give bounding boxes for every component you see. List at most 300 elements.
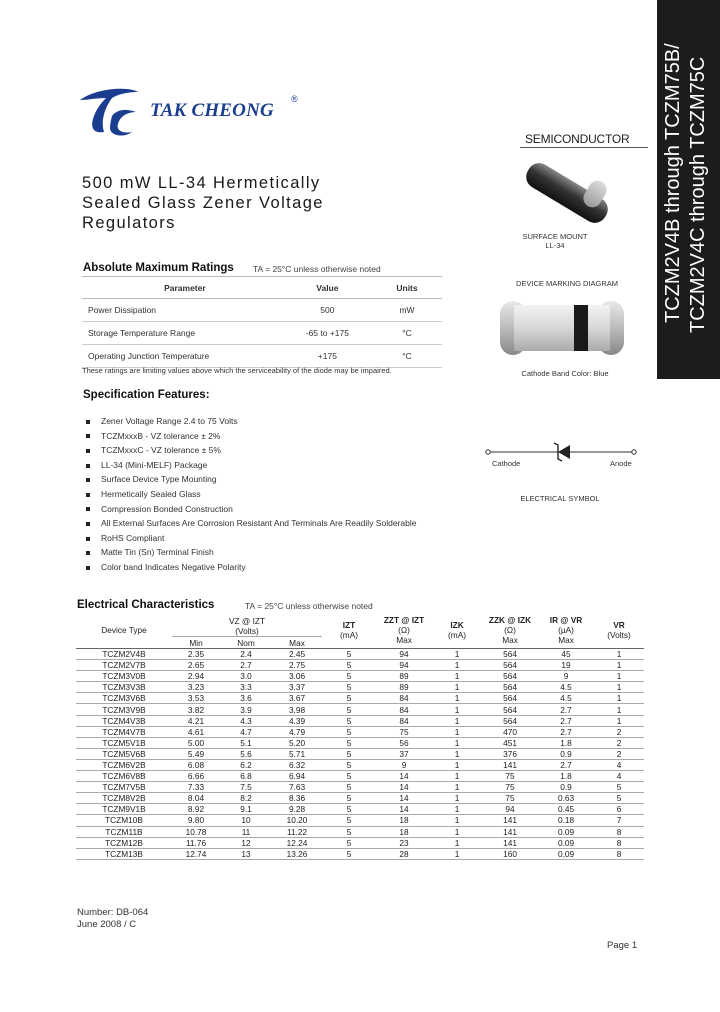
table-cell: 19 [538, 660, 594, 671]
table-cell: 5 [322, 804, 376, 815]
column-header-izt [322, 612, 376, 649]
table-cell: 37 [376, 748, 432, 759]
marking-diagram-image [498, 297, 626, 359]
table-cell: 451 [482, 737, 538, 748]
table-cell: 1.8 [538, 737, 594, 748]
table-cell: 6.08 [172, 759, 220, 770]
device-type-cell: TCZM12B [76, 837, 172, 848]
table-cell: 564 [482, 704, 538, 715]
table-cell: 6.2 [220, 759, 272, 770]
table-cell: 84 [376, 693, 432, 704]
table-cell: 10.20 [272, 815, 322, 826]
zzt-max: Max [396, 635, 412, 645]
electrical-symbol-caption: ELECTRICAL SYMBOL [520, 494, 600, 503]
table-cell: 0.9 [538, 782, 594, 793]
table-cell: 564 [482, 682, 538, 693]
table-cell: 9.28 [272, 804, 322, 815]
table-cell: 5.49 [172, 748, 220, 759]
table-cell: 3.53 [172, 693, 220, 704]
feature-text: TCZMxxxB - VZ tolerance ± 2% [101, 430, 221, 441]
document-number: Number: DB-064 [77, 907, 149, 918]
table-cell: 8.2 [220, 793, 272, 804]
table-cell: 2.7 [538, 704, 594, 715]
table-cell: 84 [376, 704, 432, 715]
zzk-max: Max [502, 635, 518, 645]
table-cell: 28 [376, 848, 432, 859]
table-row [82, 299, 442, 322]
registered-mark: ® [291, 94, 298, 104]
table-cell: 1 [594, 704, 644, 715]
table-cell: 1 [432, 715, 482, 726]
bullet-icon [86, 434, 90, 438]
feature-text: LL-34 (Mini-MELF) Package [101, 459, 208, 470]
table-cell: 3.98 [272, 704, 322, 715]
feature-item [86, 429, 416, 444]
table-cell: 3.67 [272, 693, 322, 704]
table-cell: 5 [322, 737, 376, 748]
page-number: Page 1 [607, 940, 638, 951]
table-cell: 13 [220, 848, 272, 859]
table-cell: 1 [432, 737, 482, 748]
column-header-device: Device Type [76, 612, 172, 649]
table-cell: 3.9 [220, 704, 272, 715]
abs-max-heading: Absolute Maximum Ratings [83, 262, 234, 274]
table-cell: 2.4 [220, 649, 272, 660]
table-cell: 8 [594, 848, 644, 859]
table-cell: 9.80 [172, 815, 220, 826]
table-cell: 5 [322, 793, 376, 804]
table-cell: 8 [594, 826, 644, 837]
header-rule [520, 147, 648, 148]
cathode-label: Cathode [492, 459, 521, 468]
table-cell: 3.6 [220, 693, 272, 704]
table-cell: 18 [376, 826, 432, 837]
table-cell: 1 [432, 782, 482, 793]
column-header-max: Max [272, 637, 322, 649]
table-cell: 3.0 [220, 671, 272, 682]
device-type-cell: TCZM5V1B [76, 737, 172, 748]
device-type-cell: TCZM2V7B [76, 660, 172, 671]
vz-unit: (Volts) [235, 626, 259, 636]
feature-text: Zener Voltage Range 2.4 to 75 Volts [101, 416, 238, 426]
table-cell: mW [372, 299, 442, 322]
zener-symbol-icon [482, 430, 640, 480]
table-cell: 1 [432, 748, 482, 759]
table-cell: 10 [220, 815, 272, 826]
table-row [82, 322, 442, 345]
feature-text: RoHS Compliant [101, 532, 165, 543]
column-header: Units [372, 277, 442, 299]
table-cell: 1 [432, 815, 482, 826]
table-cell: 6.66 [172, 771, 220, 782]
table-row [76, 848, 644, 859]
table-cell: 5.00 [172, 737, 220, 748]
table-cell: 56 [376, 737, 432, 748]
table-cell: 1 [432, 771, 482, 782]
table-cell: 564 [482, 660, 538, 671]
table-row [76, 837, 644, 848]
table-cell: 8.92 [172, 804, 220, 815]
table-cell: 1 [594, 682, 644, 693]
table-cell: 4.5 [538, 682, 594, 693]
zzk-label: ZZK @ IZK [488, 615, 532, 625]
feature-text: Hermetically Sealed Glass [101, 488, 201, 499]
cathode-band-caption: Cathode Band Color: Blue [521, 369, 609, 378]
izt-unit: (mA) [340, 630, 359, 640]
table-row [76, 682, 644, 693]
table-cell: 18 [376, 815, 432, 826]
izk-unit: (mA) [448, 630, 467, 640]
table-cell: 1 [594, 649, 644, 660]
feature-item [86, 443, 416, 458]
table-cell: 5 [322, 815, 376, 826]
table-cell: 8.36 [272, 793, 322, 804]
table-cell: 3.37 [272, 682, 322, 693]
bullet-icon [86, 493, 90, 497]
zzt-unit: (Ω) [398, 625, 410, 635]
feature-item [86, 516, 416, 531]
feature-item [86, 472, 416, 487]
table-header-row [82, 277, 442, 299]
table-cell: 376 [482, 748, 538, 759]
table-cell: 5 [322, 837, 376, 848]
table-cell: 1 [432, 682, 482, 693]
table-cell: °C [372, 322, 442, 345]
table-cell: 7.63 [272, 782, 322, 793]
table-cell: 6.32 [272, 759, 322, 770]
electrical-heading: Electrical Characteristics [77, 599, 215, 611]
document-title-line-2: Sealed Glass Zener Voltage [82, 194, 324, 212]
table-cell: 500 [283, 299, 372, 322]
table-cell: 5 [322, 693, 376, 704]
electrical-characteristics-table [76, 612, 644, 860]
table-row [76, 660, 644, 671]
bullet-icon [86, 464, 90, 468]
table-cell: 75 [482, 782, 538, 793]
table-cell: 94 [376, 649, 432, 660]
table-cell: 2.45 [272, 649, 322, 660]
table-cell: 1 [432, 848, 482, 859]
table-cell: 5.20 [272, 737, 322, 748]
column-header-zzt [376, 612, 432, 649]
table-cell: 3.23 [172, 682, 220, 693]
table-row [76, 748, 644, 759]
table-cell: 1.8 [538, 771, 594, 782]
table-cell: °C [372, 345, 442, 368]
table-cell: 9 [538, 671, 594, 682]
ir-label: IR @ VR [549, 615, 583, 625]
division-label: SEMICONDUCTOR [525, 132, 630, 146]
table-cell: 7 [594, 815, 644, 826]
bullet-icon [86, 507, 90, 511]
feature-text: All External Surfaces Are Corrosion Resistant And Terminals Are Readily Solderable [101, 518, 417, 529]
device-type-cell: TCZM9V1B [76, 804, 172, 815]
table-cell: 12.24 [272, 837, 322, 848]
feature-item [86, 458, 416, 473]
table-cell: 7.5 [220, 782, 272, 793]
table-cell: Operating Junction Temperature [82, 345, 283, 368]
table-cell: 8.04 [172, 793, 220, 804]
device-type-cell: TCZM6V8B [76, 771, 172, 782]
table-cell: 1 [594, 671, 644, 682]
device-type-cell: TCZM11B [76, 826, 172, 837]
table-cell: 45 [538, 649, 594, 660]
table-cell: 5 [594, 782, 644, 793]
document-title-line-1: 500 mW LL-34 Hermetically [82, 174, 321, 192]
table-cell: 141 [482, 759, 538, 770]
table-cell: 141 [482, 826, 538, 837]
table-cell: 94 [376, 660, 432, 671]
bullet-icon [86, 551, 90, 555]
bullet-icon [86, 420, 90, 424]
table-cell: 5.6 [220, 748, 272, 759]
device-type-cell: TCZM3V6B [76, 693, 172, 704]
table-row [76, 804, 644, 815]
table-cell: 2.94 [172, 671, 220, 682]
column-header-ir [538, 612, 594, 649]
table-cell: 5.1 [220, 737, 272, 748]
table-cell: 2.7 [220, 660, 272, 671]
table-cell: 4.5 [538, 693, 594, 704]
table-cell: 5 [594, 793, 644, 804]
feature-item [86, 531, 416, 546]
table-cell: 7.33 [172, 782, 220, 793]
table-cell: 5 [322, 671, 376, 682]
table-cell: 94 [482, 804, 538, 815]
table-cell: 75 [482, 793, 538, 804]
abs-max-footnote: These ratings are limiting values above which the serviceability of the diode may be impaired. [82, 366, 392, 375]
table-cell: 5.71 [272, 748, 322, 759]
table-header-row [76, 612, 644, 637]
table-cell: 564 [482, 715, 538, 726]
table-cell: 0.45 [538, 804, 594, 815]
table-cell: 6.94 [272, 771, 322, 782]
zzk-unit: (Ω) [504, 625, 516, 635]
table-cell: +175 [283, 345, 372, 368]
table-cell: 10.78 [172, 826, 220, 837]
table-cell: 0.18 [538, 815, 594, 826]
table-cell: 4.39 [272, 715, 322, 726]
table-cell: Storage Temperature Range [82, 322, 283, 345]
table-cell: 564 [482, 649, 538, 660]
feature-text: Compression Bonded Construction [101, 503, 233, 514]
table-cell: 1 [432, 649, 482, 660]
table-cell: 11 [220, 826, 272, 837]
table-cell: 2 [594, 737, 644, 748]
column-header: Parameter [82, 277, 283, 299]
table-cell: 1 [432, 837, 482, 848]
table-cell: 5 [322, 771, 376, 782]
table-cell: 14 [376, 782, 432, 793]
zzt-label: ZZT @ IZT [383, 615, 425, 625]
banner-line-b-series: TCZM2V4B through TCZM75B/ [662, 43, 684, 323]
table-cell: 11.22 [272, 826, 322, 837]
table-cell: 1 [594, 693, 644, 704]
device-type-cell: TCZM3V9B [76, 704, 172, 715]
column-header-vr [594, 612, 644, 649]
features-list [86, 414, 416, 575]
table-cell: 2.75 [272, 660, 322, 671]
table-cell: 470 [482, 726, 538, 737]
table-cell: 23 [376, 837, 432, 848]
table-cell: 4.3 [220, 715, 272, 726]
table-row [76, 793, 644, 804]
table-cell: 0.9 [538, 748, 594, 759]
table-cell: 564 [482, 671, 538, 682]
table-cell: 5 [322, 704, 376, 715]
table-cell: 4 [594, 759, 644, 770]
table-cell: 160 [482, 848, 538, 859]
table-cell: 3.82 [172, 704, 220, 715]
table-row [82, 345, 442, 368]
table-cell: 5 [322, 649, 376, 660]
device-type-cell: TCZM4V3B [76, 715, 172, 726]
table-cell: 4.21 [172, 715, 220, 726]
device-type-cell: TCZM13B [76, 848, 172, 859]
table-cell: 4 [594, 771, 644, 782]
column-header-vz [172, 612, 322, 637]
column-header-min: Min [172, 637, 220, 649]
table-cell: 1 [432, 671, 482, 682]
feature-text: TCZMxxxC - VZ tolerance ± 5% [101, 445, 221, 456]
table-cell: 13.26 [272, 848, 322, 859]
table-cell: 2.65 [172, 660, 220, 671]
table-row [76, 737, 644, 748]
marking-diagram-title: DEVICE MARKING DIAGRAM [515, 279, 619, 288]
table-cell: 3.06 [272, 671, 322, 682]
table-row [76, 771, 644, 782]
table-cell: 5 [322, 726, 376, 737]
column-header-zzk [482, 612, 538, 649]
table-cell: 89 [376, 671, 432, 682]
anode-label: Anode [610, 459, 632, 468]
table-cell: 141 [482, 837, 538, 848]
vz-label: VZ @ IZT [228, 616, 266, 626]
table-cell: 2 [594, 748, 644, 759]
table-cell: 14 [376, 771, 432, 782]
electrical-table-body [76, 649, 644, 860]
abs-max-note: TA = 25°C unless otherwise noted [253, 264, 381, 274]
table-cell: 5 [322, 782, 376, 793]
column-header: Value [283, 277, 372, 299]
device-type-cell: TCZM5V6B [76, 748, 172, 759]
table-cell: -65 to +175 [283, 322, 372, 345]
feature-text: Color band Indicates Negative Polarity [101, 561, 246, 572]
table-cell: 6.8 [220, 771, 272, 782]
table-cell: 9 [376, 759, 432, 770]
table-cell: 1 [432, 826, 482, 837]
table-cell: 1 [594, 660, 644, 671]
table-cell: 8 [594, 837, 644, 848]
table-cell: 14 [376, 804, 432, 815]
table-row [76, 649, 644, 660]
table-cell: 4.79 [272, 726, 322, 737]
izt-label: IZT [342, 620, 356, 630]
device-type-cell: TCZM8V2B [76, 793, 172, 804]
table-cell: 2.35 [172, 649, 220, 660]
table-cell: 1 [432, 793, 482, 804]
feature-text: Surface Device Type Mounting [101, 474, 217, 485]
ir-max: Max [558, 635, 574, 645]
table-cell: 1 [594, 715, 644, 726]
table-cell: 89 [376, 682, 432, 693]
table-row [76, 782, 644, 793]
table-cell: 141 [482, 815, 538, 826]
table-cell: 3.3 [220, 682, 272, 693]
table-cell: 4.7 [220, 726, 272, 737]
izk-label: IZK [450, 620, 464, 630]
bullet-icon [86, 537, 90, 541]
table-cell: 1 [432, 726, 482, 737]
table-cell: 12 [220, 837, 272, 848]
features-heading: Specification Features: [83, 389, 210, 401]
column-header-nom: Nom [220, 637, 272, 649]
table-cell: 1 [432, 759, 482, 770]
table-row [76, 759, 644, 770]
document-title-line-3: Regulators [82, 214, 176, 232]
device-type-cell: TCZM3V0B [76, 671, 172, 682]
table-cell: 1 [432, 693, 482, 704]
document-date: June 2008 / C [77, 919, 137, 930]
table-cell: 5 [322, 748, 376, 759]
device-type-cell: TCZM3V3B [76, 682, 172, 693]
table-cell: 5 [322, 660, 376, 671]
feature-item [86, 487, 416, 502]
table-cell: 12.74 [172, 848, 220, 859]
table-cell: 75 [376, 726, 432, 737]
table-row [76, 693, 644, 704]
table-cell: 0.09 [538, 837, 594, 848]
table-cell: 6 [594, 804, 644, 815]
table-cell: 5 [322, 848, 376, 859]
table-cell: 4.61 [172, 726, 220, 737]
feature-text: Matte Tin (Sn) Terminal Finish [101, 547, 214, 558]
package-caption: SURFACE MOUNT [522, 232, 588, 241]
table-cell: 2.7 [538, 726, 594, 737]
feature-item [86, 414, 416, 429]
package-caption-type: LL-34 [545, 241, 565, 250]
table-cell: 1 [432, 804, 482, 815]
feature-item [86, 502, 416, 517]
table-row [76, 815, 644, 826]
electrical-note: TA = 25°C unless otherwise noted [245, 601, 373, 611]
company-name: TAK CHEONG [150, 100, 274, 121]
table-cell: 0.63 [538, 793, 594, 804]
abs-max-table [82, 276, 442, 368]
column-header-izk [432, 612, 482, 649]
table-row [76, 671, 644, 682]
table-cell: 84 [376, 715, 432, 726]
table-cell: 5 [322, 759, 376, 770]
table-cell: 9.1 [220, 804, 272, 815]
bullet-icon [86, 449, 90, 453]
table-cell: 1 [432, 704, 482, 715]
table-row [76, 826, 644, 837]
table-cell: 564 [482, 693, 538, 704]
device-type-cell: TCZM7V5B [76, 782, 172, 793]
table-cell: 14 [376, 793, 432, 804]
table-cell: 0.09 [538, 848, 594, 859]
bullet-icon [86, 566, 90, 570]
table-cell: 2.7 [538, 715, 594, 726]
table-row [76, 726, 644, 737]
vr-unit: (Volts) [607, 630, 631, 640]
device-type-cell: TCZM10B [76, 815, 172, 826]
device-type-cell: TCZM2V4B [76, 649, 172, 660]
part-range-banner [657, 0, 720, 379]
table-cell: Power Dissipation [82, 299, 283, 322]
feature-item [86, 560, 416, 575]
